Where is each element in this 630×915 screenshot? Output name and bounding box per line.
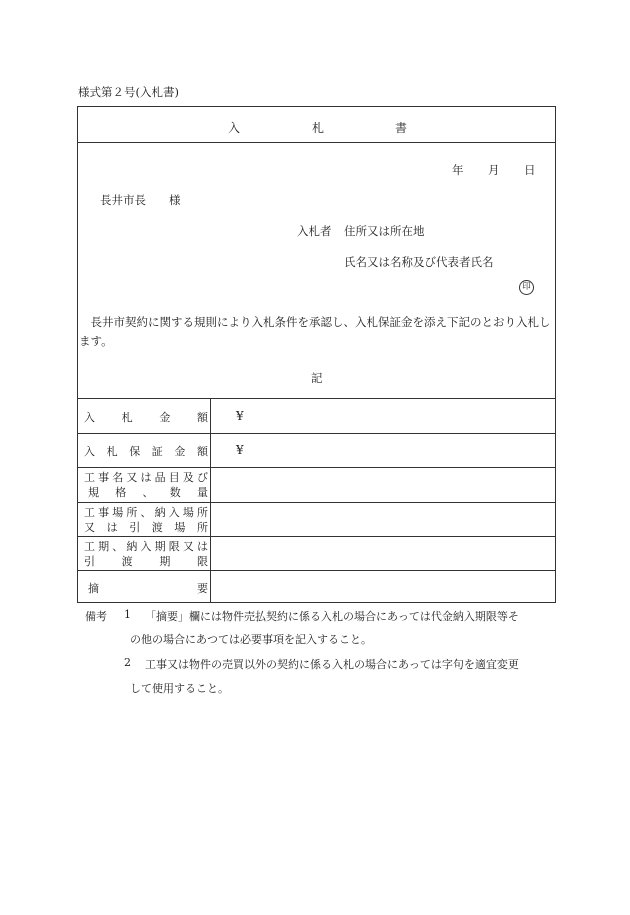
divider xyxy=(78,570,555,571)
date-day: 日 xyxy=(524,163,536,177)
note-number: 2 xyxy=(124,656,131,669)
document-title xyxy=(78,119,555,135)
divider xyxy=(78,398,555,399)
label-char: 工 xyxy=(84,540,95,553)
divider xyxy=(78,467,555,468)
column-divider xyxy=(210,399,211,602)
row-label-summary xyxy=(84,580,208,596)
row-label-line xyxy=(84,470,208,485)
label-char: は xyxy=(140,471,152,484)
label-char: 場 xyxy=(182,506,194,519)
label-char: 場 xyxy=(174,521,186,534)
label-char: 事 xyxy=(98,471,110,484)
row-label-work-name xyxy=(84,470,208,500)
label-char: び xyxy=(197,471,208,484)
label-char: 量 xyxy=(197,486,208,499)
label-char: は xyxy=(106,521,118,534)
label-char: 保 xyxy=(129,445,141,458)
label-char: 、 xyxy=(140,506,152,519)
label-char: 期 xyxy=(98,540,110,553)
label-char: 名 xyxy=(112,471,124,484)
divider xyxy=(78,502,555,503)
label-char: 場 xyxy=(112,506,124,519)
form-number-label: 様式第２号(入札書) xyxy=(78,85,179,99)
divider xyxy=(78,536,555,537)
label-char: 入 xyxy=(168,506,180,519)
addressee: 長井市長 様 xyxy=(100,193,181,207)
row-label-line xyxy=(84,520,208,535)
label-char: 証 xyxy=(151,445,163,458)
label-char: 期 xyxy=(154,540,166,553)
divider xyxy=(78,142,555,143)
label-char: 又 xyxy=(182,540,194,553)
label-char: 渡 xyxy=(151,521,163,534)
label-char: 入 xyxy=(84,445,95,458)
bid-amount-value: ¥ xyxy=(236,409,244,423)
row-label-bid-amount xyxy=(84,409,208,425)
label-char: 数 xyxy=(169,486,181,499)
row-label-security-amount xyxy=(84,443,208,459)
security-amount-value: ¥ xyxy=(236,443,244,457)
date-year: 年 xyxy=(452,163,464,177)
label-char: 渡 xyxy=(121,555,133,568)
label-char: 所 xyxy=(126,506,138,519)
label-char: 限 xyxy=(168,540,180,553)
label-char: 入 xyxy=(140,540,152,553)
row-label-line xyxy=(84,554,208,569)
label-char: 又 xyxy=(126,471,138,484)
label-char: 札 xyxy=(106,445,118,458)
bidder-role: 入札者 xyxy=(297,224,332,238)
row-label-work-place xyxy=(84,505,208,535)
label-char: 額 xyxy=(196,411,208,424)
label-char: 要 xyxy=(197,582,208,595)
title-char-1: 入 xyxy=(228,121,241,135)
label-char: 納 xyxy=(126,540,138,553)
label-char: 規 xyxy=(88,486,99,499)
date-month: 月 xyxy=(488,163,500,177)
label-char: 及 xyxy=(182,471,194,484)
label-char: 金 xyxy=(159,411,171,424)
label-char: 入 xyxy=(84,411,95,424)
note-text: 工事又は物件の売買以外の契約に係る入札の場合にあっては字句を適宜変更 xyxy=(145,658,519,671)
note-text: の他の場合にあつては必要事項を記入すること。 xyxy=(130,633,372,646)
label-char: 、 xyxy=(142,486,154,499)
label-char: 事 xyxy=(98,506,110,519)
title-char-3: 書 xyxy=(395,121,408,135)
label-char: 限 xyxy=(196,555,208,568)
label-char: 摘 xyxy=(88,582,99,595)
label-char: 工 xyxy=(84,471,95,484)
label-char: 引 xyxy=(84,555,95,568)
label-char: 納 xyxy=(154,506,166,519)
label-char: 札 xyxy=(121,411,133,424)
label-char: 又 xyxy=(84,521,95,534)
label-char: 引 xyxy=(129,521,141,534)
notes-heading: 備考 xyxy=(85,610,107,623)
ki-label: 記 xyxy=(311,371,323,385)
label-char: 格 xyxy=(115,486,127,499)
divider xyxy=(78,433,555,434)
bid-form-table xyxy=(77,106,556,603)
row-label-line xyxy=(84,485,208,500)
row-label-work-period xyxy=(84,539,208,569)
title-char-2: 札 xyxy=(312,121,325,135)
label-char: 金 xyxy=(174,445,186,458)
note-text: して使用すること。 xyxy=(130,682,229,695)
seal-mark-icon: 印 xyxy=(519,280,534,295)
bidder-name-label: 氏名又は名称及び代表者氏名 xyxy=(344,255,494,269)
label-char: 所 xyxy=(197,506,208,519)
label-char: は xyxy=(197,540,208,553)
bid-statement: 長井市契約に関する規則により入札条件を承認し、入札保証金を添え下記のとおり入札します。 xyxy=(79,315,551,348)
label-char: 期 xyxy=(159,555,171,568)
label-char: 目 xyxy=(168,471,180,484)
label-char: 品 xyxy=(154,471,166,484)
note-text: 「摘要」欄には物件売払契約に係る入札の場合にあっては代金納入期限等そ xyxy=(145,610,519,623)
note-number: 1 xyxy=(124,608,131,621)
bidder-address-label: 住所又は所在地 xyxy=(344,224,425,238)
row-label-line xyxy=(84,539,208,554)
label-char: 工 xyxy=(84,506,95,519)
label-char: 額 xyxy=(196,445,208,458)
label-char: 、 xyxy=(112,540,124,553)
row-label-line xyxy=(84,505,208,520)
label-char: 所 xyxy=(196,521,208,534)
